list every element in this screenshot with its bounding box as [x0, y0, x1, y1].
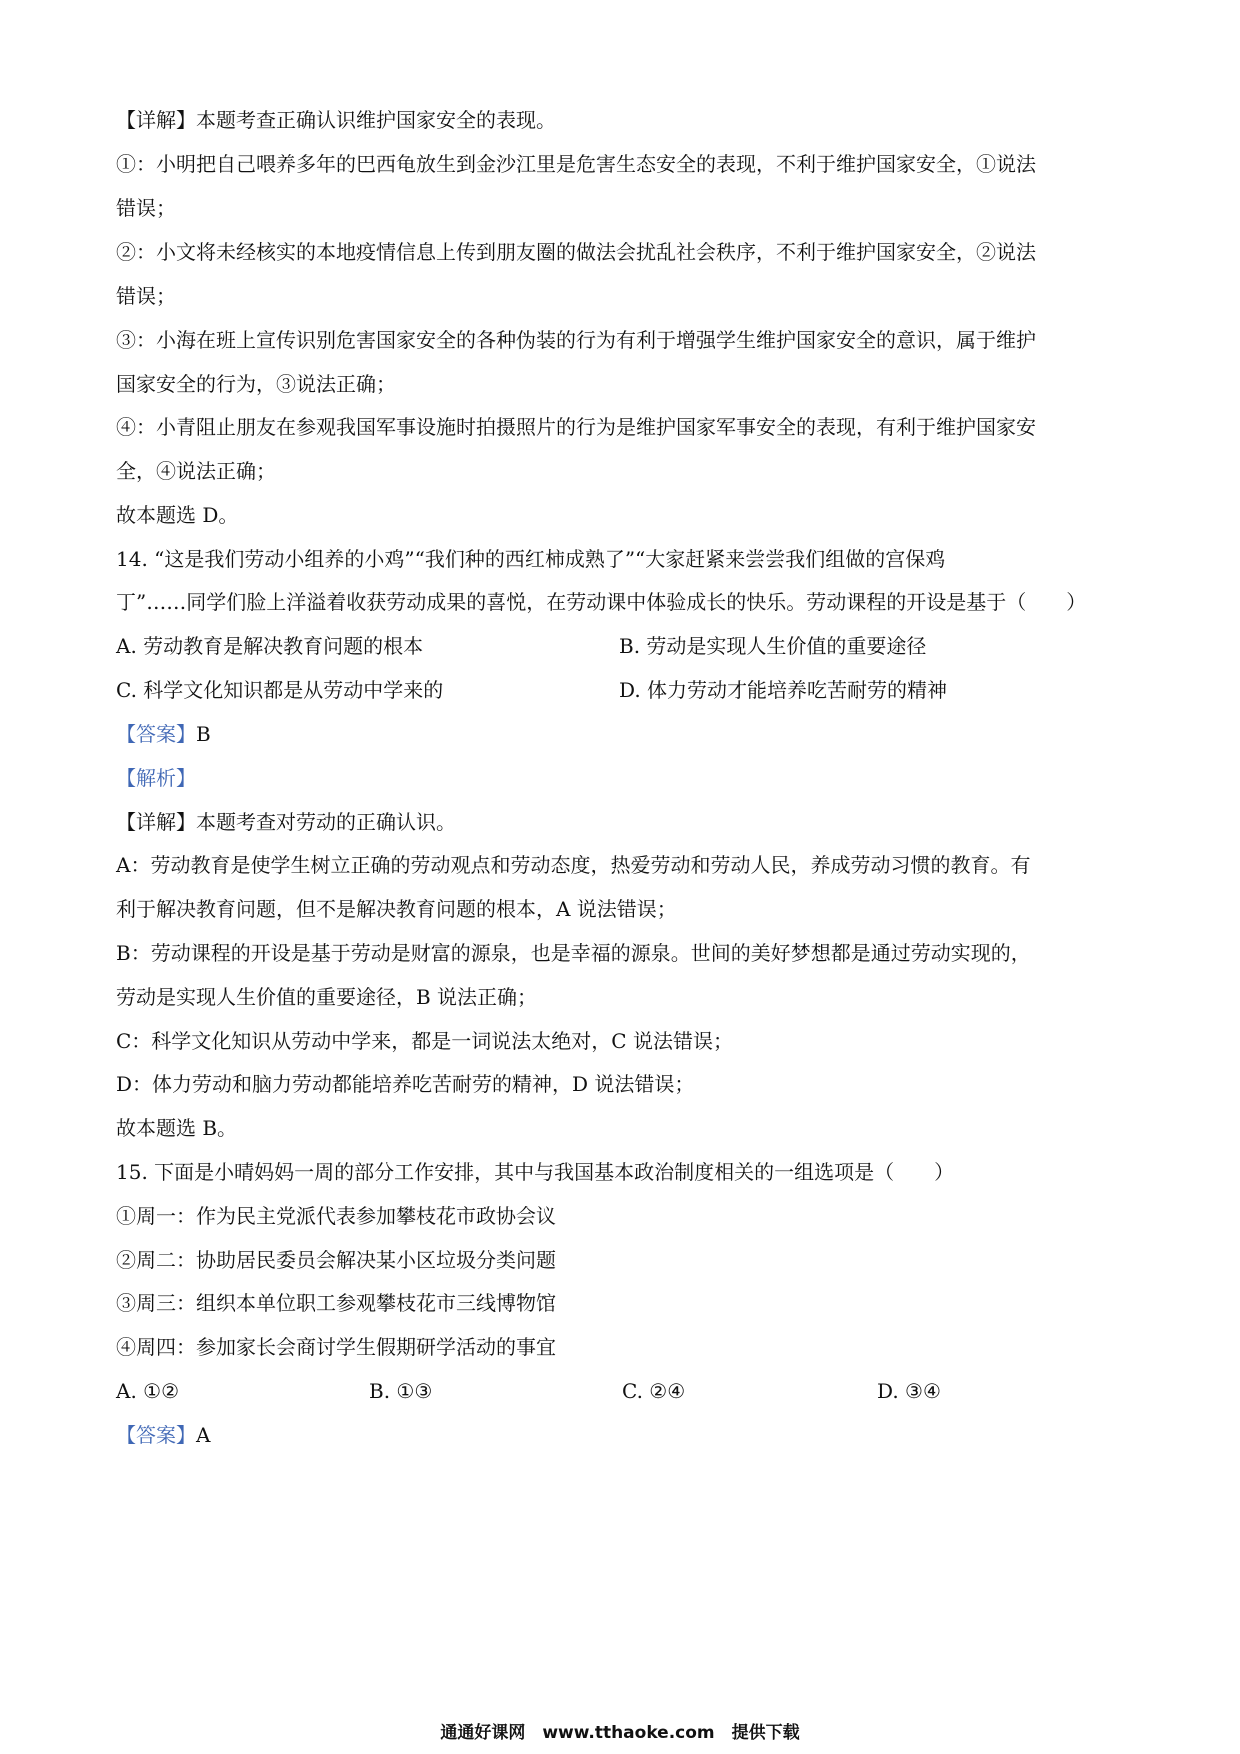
detail-tag: 【详解】	[116, 810, 196, 834]
page-footer: 通通好课网 www.tthaoke.com 提供下载	[440, 1723, 800, 1743]
sec13-item-line: ③：小海在班上宣传识别危害国家安全的各种伪装的行为有利于增强学生维护国家安全的意识，属于维护	[116, 328, 1036, 352]
sec13-item-line: 错误；	[116, 284, 176, 308]
q14-stem-line2: 丁”……同学们脸上洋溢着收获劳动成果的喜悦，在劳动课中体验成长的快乐。劳动课程的开设是基于（ ）	[116, 590, 1087, 614]
sec13-item-line: 国家安全的行为，③说法正确；	[116, 372, 396, 396]
sec13-conclusion: 故本题选 D。	[116, 503, 239, 527]
detail-text: 本题考查正确认识维护国家安全的表现。	[196, 108, 556, 132]
answer-value: A	[196, 1423, 211, 1447]
q14-conclusion: 故本题选 B。	[116, 1116, 238, 1140]
q15-item: ②周二：协助居民委员会解决某小区垃圾分类问题	[116, 1248, 556, 1272]
q15-answer-line	[116, 1421, 210, 1449]
sec13-detail-line	[116, 106, 556, 134]
q15-option-a: A. ①②	[116, 1379, 180, 1403]
q15-item: ①周一：作为民主党派代表参加攀枝花市政协会议	[116, 1204, 556, 1228]
q14-option-c: C. 科学文化知识都是从劳动中学来的	[116, 678, 444, 702]
q15-option-d: D. ③④	[877, 1379, 941, 1403]
q15-option-b: B. ①③	[369, 1379, 433, 1403]
sec13-item-line: 全，④说法正确；	[116, 459, 276, 483]
q14-detail-line	[116, 808, 456, 836]
q14-option-b: B. 劳动是实现人生价值的重要途径	[619, 634, 927, 658]
detail-tag: 【详解】	[116, 108, 196, 132]
answer-tag: 【答案】	[116, 722, 196, 746]
q14-explain-line: C：科学文化知识从劳动中学来，都是一词说法太绝对，C 说法错误；	[116, 1029, 733, 1053]
answer-value: B	[196, 722, 211, 746]
sec13-item-line: ②：小文将未经核实的本地疫情信息上传到朋友圈的做法会扰乱社会秩序，不利于维护国家安全，②说法	[116, 240, 1036, 264]
answer-tag: 【答案】	[116, 1423, 196, 1447]
q15-item: ③周三：组织本单位职工参观攀枝花市三线博物馆	[116, 1291, 556, 1315]
q14-explain-line: D：体力劳动和脑力劳动都能培养吃苦耐劳的精神，D 说法错误；	[116, 1072, 695, 1096]
sec13-item-line: ④：小青阻止朋友在参观我国军事设施时拍摄照片的行为是维护国家军事安全的表现，有利于维护国家安	[116, 415, 1036, 439]
q14-explain-line: A：劳动教育是使学生树立正确的劳动观点和劳动态度，热爱劳动和劳动人民，养成劳动习惯的教育。有	[116, 853, 1031, 877]
q14-option-d: D. 体力劳动才能培养吃苦耐劳的精神	[619, 678, 948, 702]
q15-stem: 15. 下面是小晴妈妈一周的部分工作安排，其中与我国基本政治制度相关的一组选项是（ ）	[116, 1160, 955, 1184]
q14-explain-line: 利于解决教育问题，但不是解决教育问题的根本，A 说法错误；	[116, 897, 677, 921]
sec13-item-line: 错误；	[116, 196, 176, 220]
q14-stem-line1: 14. “这是我们劳动小组养的小鸡”“我们种的西红柿成熟了”“大家赶紧来尝尝我们组做的宫保鸡	[116, 547, 946, 571]
q15-item: ④周四：参加家长会商讨学生假期研学活动的事宜	[116, 1335, 556, 1359]
detail-text: 本题考查对劳动的正确认识。	[196, 810, 456, 834]
q14-explain-line: 劳动是实现人生价值的重要途径，B 说法正确；	[116, 985, 538, 1009]
q15-option-c: C. ②④	[622, 1379, 686, 1403]
q14-analysis-tag: 【解析】	[116, 766, 196, 790]
q14-option-a: A. 劳动教育是解决教育问题的根本	[116, 634, 424, 658]
q14-answer-line	[116, 720, 211, 748]
q14-explain-line: B：劳动课程的开设是基于劳动是财富的源泉，也是幸福的源泉。世间的美好梦想都是通过劳动实现的，	[116, 941, 1031, 965]
sec13-item-line: ①：小明把自己喂养多年的巴西龟放生到金沙江里是危害生态安全的表现，不利于维护国家安全，①说法	[116, 152, 1036, 176]
